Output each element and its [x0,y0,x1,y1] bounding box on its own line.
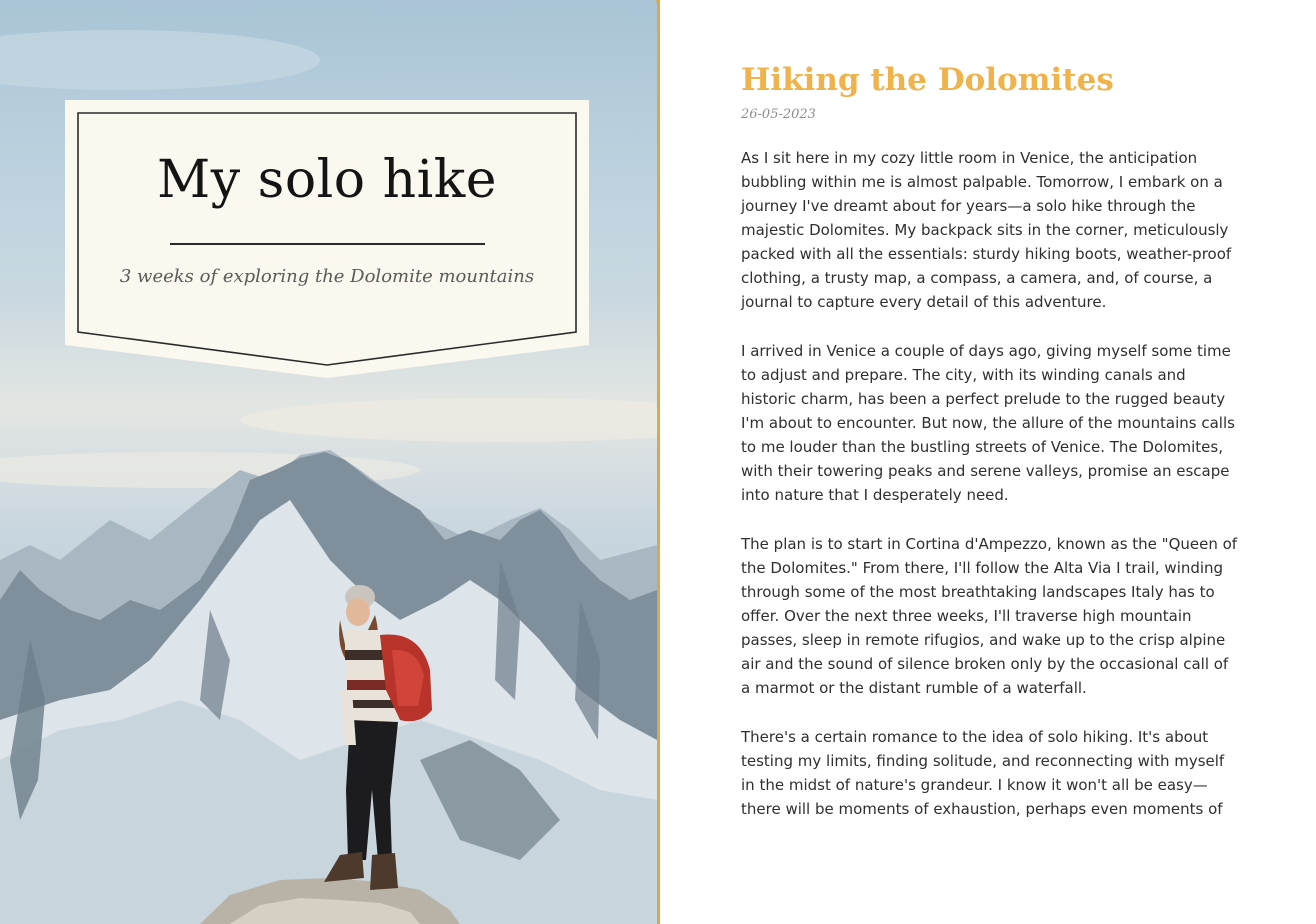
hero-subtitle: 3 weeks of exploring the Dolomite mountains [119,266,535,287]
hero-title: My solo hike [156,150,497,210]
article-paragraph: I arrived in Venice a couple of days ago, giving myself some time to adjust and prepare. The city, with its winding canals and historic charm, has been a perfect prelude to the rugged beauty I'm about to encounter. But now, the allure of the mountains calls to me louder than the bustling streets of Venice. The Dolomites, with their towering peaks and serene valleys, promise an escape into nature that I desperately need. [741,342,1235,504]
article-date: 26-05-2023 [741,107,816,122]
article-paragraph: There's a certain romance to the idea of solo hiking. It's about testing my limits, finding solitude, and reconnecting with myself in the midst of nature's grandeur. I know it won't all be easy—there will be moments of exhaustion, perhaps even moments of [741,728,1225,818]
article [741,58,1241,846]
divider-marker-icon [653,0,663,5]
card-banner-shape [65,100,589,380]
article-paragraph: As I sit here in my cozy little room in Venice, the anticipation bubbling within me is almost palpable. Tomorrow, I embark on a journey I've dreamt about for years—a solo hike through the majestic Dolomites. My backpack sits in the corner, meticulously packed with all the essentials: sturdy hiking boots, weather-proof clothing, a trusty map, a compass, a camera, and, of course, a journal to capture every detail of this adventure. [741,149,1232,311]
hero-title-card [65,100,589,380]
hero-title-divider [170,243,485,245]
panel-divider [657,0,660,924]
article-title: Hiking the Dolomites [741,62,1114,98]
article-paragraph: The plan is to start in Cortina d'Ampezzo, known as the "Queen of the Dolomites." From there, I'll follow the Alta Via I trail, winding through some of the most breathtaking landscapes Italy has to offer. Over the next three weeks, I'll traverse high mountain passes, sleep in remote rifugios, and wake up to the crisp alpine air and the sound of silence broken only by the occasional call of a marmot or the distant rumble of a waterfall. [741,535,1238,697]
article-body [741,146,1241,821]
